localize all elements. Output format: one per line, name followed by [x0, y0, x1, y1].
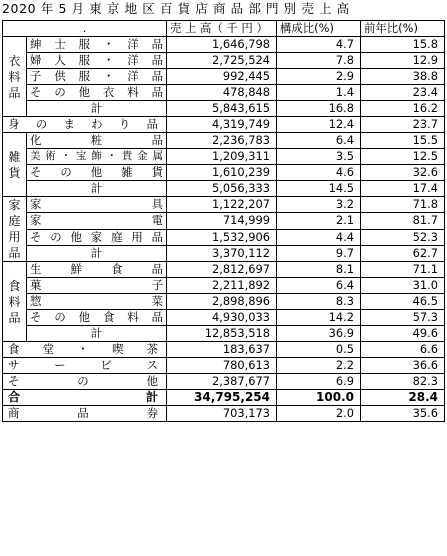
- share-value: 0.5: [277, 342, 361, 358]
- yoy-value: 46.5: [361, 294, 445, 310]
- sales-value: 183,637: [167, 342, 277, 358]
- header-row: [3, 21, 445, 37]
- sales-value: 992,445: [167, 69, 277, 85]
- row-label: 生鮮食品: [27, 262, 167, 278]
- sales-value: 2,898,896: [167, 294, 277, 310]
- sales-value: 5,056,333: [167, 181, 277, 197]
- yoy-value: 36.6: [361, 358, 445, 374]
- yoy-value: 12.5: [361, 149, 445, 165]
- share-value: 2.1: [277, 213, 361, 229]
- yoy-value: 23.4: [361, 85, 445, 101]
- row-label: 美術・宝飾・貴金属: [27, 149, 167, 165]
- sales-value: 714,999: [167, 213, 277, 229]
- share-value: 6.9: [277, 374, 361, 390]
- sales-table: [2, 20, 445, 422]
- subtotal-label: 計: [27, 101, 167, 117]
- share-value: 1.4: [277, 85, 361, 101]
- table-row: [3, 406, 445, 422]
- category-household: 家庭用品: [3, 197, 27, 262]
- sales-value: 4,319,749: [167, 117, 277, 133]
- sales-value: 703,173: [167, 406, 277, 422]
- share-value: 4.6: [277, 165, 361, 181]
- row-label: 身のまわり品: [3, 117, 167, 133]
- sales-value: 1,209,311: [167, 149, 277, 165]
- table-row: [3, 262, 445, 278]
- share-value: 2.2: [277, 358, 361, 374]
- table-row: [3, 69, 445, 85]
- table-row: [3, 165, 445, 181]
- row-label: その他家庭用品: [27, 229, 167, 245]
- yoy-value: 23.7: [361, 117, 445, 133]
- sales-value: 2,236,783: [167, 133, 277, 149]
- row-label: 商品券: [3, 406, 167, 422]
- header-share: 構成比(%): [277, 21, 361, 37]
- yoy-value: 17.4: [361, 181, 445, 197]
- yoy-value: 81.7: [361, 213, 445, 229]
- row-label: サービス: [3, 358, 167, 374]
- table-row: [3, 213, 445, 229]
- grand-total-row: [3, 390, 445, 406]
- yoy-value: 62.7: [361, 245, 445, 261]
- sales-value: 12,853,518: [167, 326, 277, 342]
- row-label: 菓子: [27, 278, 167, 294]
- yoy-value: 82.3: [361, 374, 445, 390]
- category-clothing: 衣料品: [3, 37, 27, 117]
- yoy-value: 32.6: [361, 165, 445, 181]
- row-label: 子供服・洋品: [27, 69, 167, 85]
- header-sales: 売 上 高（ 千 円 ）: [167, 21, 277, 37]
- subtotal-label: 計: [27, 181, 167, 197]
- table-row: [3, 374, 445, 390]
- table-row: [3, 53, 445, 69]
- sales-value: 5,843,615: [167, 101, 277, 117]
- subtotal-row: [3, 181, 445, 197]
- table-row: [3, 229, 445, 245]
- share-value: 36.9: [277, 326, 361, 342]
- yoy-value: 71.1: [361, 262, 445, 278]
- sales-value: 2,211,892: [167, 278, 277, 294]
- share-value: 3.2: [277, 197, 361, 213]
- table-row: [3, 197, 445, 213]
- sales-value: 1,122,207: [167, 197, 277, 213]
- share-value: 12.4: [277, 117, 361, 133]
- table-row: [3, 278, 445, 294]
- table-row: [3, 117, 445, 133]
- table-row: [3, 133, 445, 149]
- category-misc: 雑貨: [3, 133, 27, 197]
- subtotal-label: 計: [27, 326, 167, 342]
- subtotal-row: [3, 326, 445, 342]
- sales-value: 1,610,239: [167, 165, 277, 181]
- yoy-value: 71.8: [361, 197, 445, 213]
- sales-value: 2,387,677: [167, 374, 277, 390]
- table-row: [3, 85, 445, 101]
- share-value: 6.4: [277, 133, 361, 149]
- sales-value: 1,532,906: [167, 229, 277, 245]
- yoy-value: 49.6: [361, 326, 445, 342]
- yoy-value: 57.3: [361, 310, 445, 326]
- share-value: 14.5: [277, 181, 361, 197]
- yoy-value: 52.3: [361, 229, 445, 245]
- share-value: 3.5: [277, 149, 361, 165]
- table-row: [3, 294, 445, 310]
- sales-value: 780,613: [167, 358, 277, 374]
- row-label: 化粧品: [27, 133, 167, 149]
- share-value: 9.7: [277, 245, 361, 261]
- yoy-value: 31.0: [361, 278, 445, 294]
- row-label: 紳士服・洋品: [27, 37, 167, 53]
- sales-value: 3,370,112: [167, 245, 277, 261]
- header-corner: .: [3, 21, 167, 37]
- table-row: [3, 149, 445, 165]
- row-label: その他: [3, 374, 167, 390]
- sales-value: 4,930,033: [167, 310, 277, 326]
- sales-value: 478,848: [167, 85, 277, 101]
- sales-value: 2,812,697: [167, 262, 277, 278]
- share-value: 2.0: [277, 406, 361, 422]
- subtotal-row: [3, 245, 445, 261]
- sales-value: 1,646,798: [167, 37, 277, 53]
- table-row: [3, 342, 445, 358]
- share-value: 14.2: [277, 310, 361, 326]
- row-label: その他雑貨: [27, 165, 167, 181]
- category-food: 食料品: [3, 262, 27, 342]
- yoy-value: 15.5: [361, 133, 445, 149]
- page-title: 2020 年 5 月 東 京 地 区 百 貨 店 商 品 部 門 別 売 上 高: [2, 1, 350, 16]
- yoy-value: 28.4: [361, 390, 445, 406]
- yoy-value: 35.6: [361, 406, 445, 422]
- yoy-value: 38.8: [361, 69, 445, 85]
- sales-value: 34,795,254: [167, 390, 277, 406]
- yoy-value: 16.2: [361, 101, 445, 117]
- share-value: 16.8: [277, 101, 361, 117]
- header-yoy: 前年比(%): [361, 21, 445, 37]
- row-label: その他食料品: [27, 310, 167, 326]
- row-label: 婦人服・洋品: [27, 53, 167, 69]
- row-label: 家具: [27, 197, 167, 213]
- row-label: その他衣料品: [27, 85, 167, 101]
- table-row: [3, 310, 445, 326]
- row-label: 家電: [27, 213, 167, 229]
- share-value: 100.0: [277, 390, 361, 406]
- table-row: [3, 358, 445, 374]
- yoy-value: 6.6: [361, 342, 445, 358]
- table-row: [3, 37, 445, 53]
- share-value: 4.7: [277, 37, 361, 53]
- share-value: 7.8: [277, 53, 361, 69]
- share-value: 4.4: [277, 229, 361, 245]
- share-value: 6.4: [277, 278, 361, 294]
- sales-value: 2,725,524: [167, 53, 277, 69]
- row-label: 食堂・喫茶: [3, 342, 167, 358]
- share-value: 8.1: [277, 262, 361, 278]
- grand-total-label: 合計: [3, 390, 167, 406]
- subtotal-label: 計: [27, 245, 167, 261]
- yoy-value: 15.8: [361, 37, 445, 53]
- subtotal-row: [3, 101, 445, 117]
- yoy-value: 12.9: [361, 53, 445, 69]
- row-label: 惣菜: [27, 294, 167, 310]
- share-value: 8.3: [277, 294, 361, 310]
- share-value: 2.9: [277, 69, 361, 85]
